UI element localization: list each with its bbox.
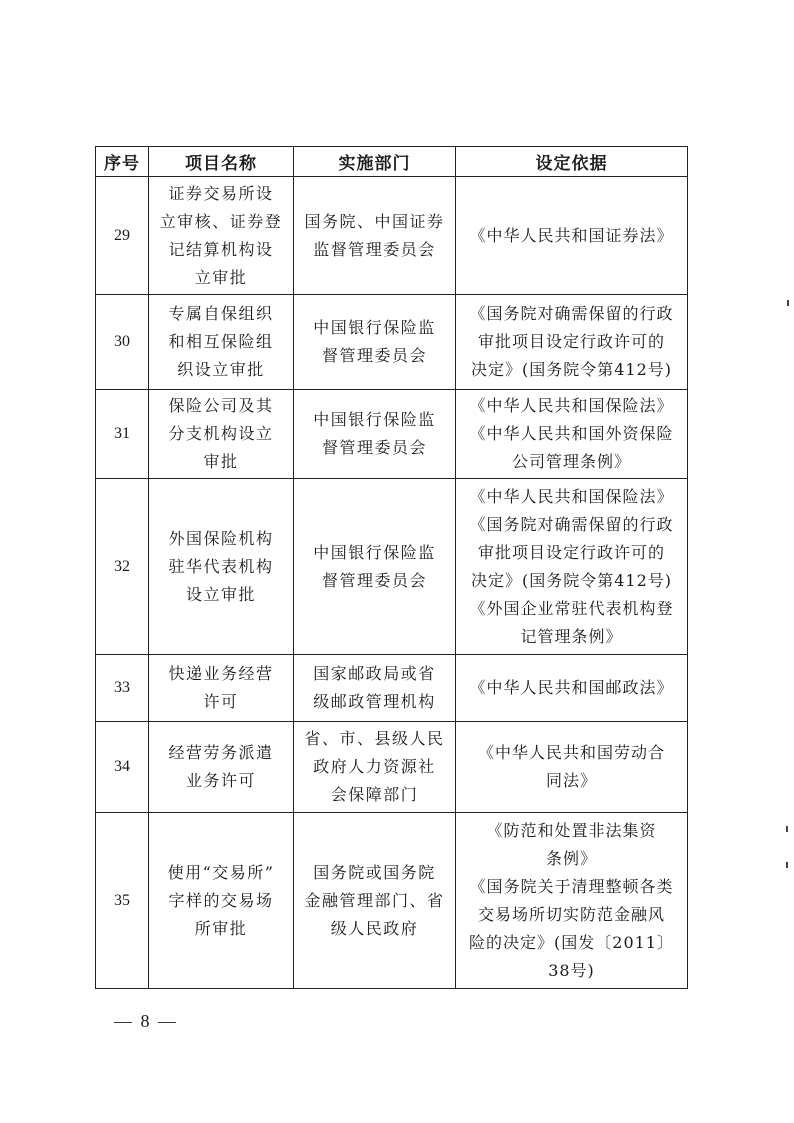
item-name-line: 分支机构设立 xyxy=(168,424,274,443)
legal-basis-line: 审批项目设定行政许可的 xyxy=(477,542,665,562)
item-name-line: 所审批 xyxy=(194,918,248,938)
item-name-cell xyxy=(149,655,294,722)
item-name-line: 立审核、证券登 xyxy=(159,211,283,231)
item-name-line: 使用“交易所” xyxy=(167,862,275,882)
legal-basis-line: 审批项目设定行政许可的 xyxy=(477,332,665,351)
page-number: — 8 — xyxy=(114,1011,178,1031)
legal-basis-line: 《防范和处置非法集资 xyxy=(486,820,657,840)
table-row xyxy=(96,813,688,989)
item-name-line: 记结算机构设 xyxy=(168,239,274,259)
legal-basis-cell xyxy=(456,177,688,295)
scan-mark xyxy=(786,862,788,868)
department-line: 省、市、县级人民 xyxy=(304,729,445,748)
department-line: 金融管理部门、省 xyxy=(304,890,445,910)
item-name-line: 驻华代表机构 xyxy=(168,556,274,576)
department-line: 中国银行保险监 xyxy=(313,410,436,429)
serial-number: 31 xyxy=(96,390,149,479)
department-cell xyxy=(294,479,456,655)
item-name-line: 许可 xyxy=(203,692,239,711)
department-cell xyxy=(294,655,456,722)
header-department: 实施部门 xyxy=(294,147,456,177)
legal-basis-line: 38号) xyxy=(548,960,595,980)
department-line: 监督管理委员会 xyxy=(313,239,436,259)
department-cell xyxy=(294,295,456,390)
header-legal-basis: 设定依据 xyxy=(456,147,688,177)
department-line: 督管理委员会 xyxy=(321,438,427,457)
serial-number: 30 xyxy=(96,295,149,390)
legal-basis-line: 《中华人民共和国邮政法》 xyxy=(469,678,674,697)
item-name-line: 证券交易所设 xyxy=(168,183,274,203)
legal-basis-line: 决定》(国务院令第412号) xyxy=(470,360,673,379)
approval-items-table xyxy=(95,146,688,989)
item-name-line: 织设立审批 xyxy=(177,360,265,379)
department-cell xyxy=(294,722,456,813)
table-row xyxy=(96,295,688,390)
serial-number: 34 xyxy=(96,722,149,813)
table-row xyxy=(96,479,688,655)
legal-basis-line: 条例》 xyxy=(545,848,597,868)
item-name-line: 外国保险机构 xyxy=(168,528,274,548)
legal-basis-cell xyxy=(456,655,688,722)
legal-basis-line: 《中华人民共和国保险法》 xyxy=(469,396,674,415)
table-header-row xyxy=(96,147,688,177)
legal-basis-line: 公司管理条例》 xyxy=(511,452,631,471)
legal-basis-line: 同法》 xyxy=(545,771,597,790)
legal-basis-cell xyxy=(456,390,688,479)
department-line: 级人民政府 xyxy=(330,918,419,938)
legal-basis-line: 《国务院关于清理整顿各类 xyxy=(469,876,674,896)
legal-basis-line: 《外国企业常驻代表机构登 xyxy=(469,598,674,618)
serial-number: 33 xyxy=(96,655,149,722)
item-name-line: 经营劳务派遣 xyxy=(168,743,274,762)
department-line: 会保障部门 xyxy=(330,785,419,804)
legal-basis-line: 险的决定》(国发〔2011〕 xyxy=(469,932,674,952)
legal-basis-line: 《国务院对确需保留的行政 xyxy=(469,514,674,534)
department-line: 级邮政管理机构 xyxy=(313,692,436,711)
department-line: 督管理委员会 xyxy=(321,570,427,590)
header-serial-number: 序号 xyxy=(96,147,149,177)
item-name-line: 快递业务经营 xyxy=(168,664,274,683)
legal-basis-line: 交易场所切实防范金融风 xyxy=(477,904,665,924)
legal-basis-cell xyxy=(456,722,688,813)
department-line: 国务院或国务院 xyxy=(313,862,436,882)
item-name-line: 专属自保组织 xyxy=(168,304,274,323)
serial-number: 32 xyxy=(96,479,149,655)
serial-number: 29 xyxy=(96,177,149,295)
legal-basis-cell xyxy=(456,295,688,390)
legal-basis-line: 《中华人民共和国外资保险 xyxy=(469,424,674,443)
header-item-name: 项目名称 xyxy=(149,147,294,177)
table-row xyxy=(96,177,688,295)
item-name-cell xyxy=(149,479,294,655)
legal-basis-line: 记管理条例》 xyxy=(520,626,623,646)
department-line: 中国银行保险监 xyxy=(313,318,436,337)
item-name-cell xyxy=(149,295,294,390)
item-name-line: 立审批 xyxy=(194,267,248,287)
scan-mark xyxy=(786,826,788,832)
legal-basis-line: 《中华人民共和国保险法》 xyxy=(469,486,674,506)
legal-basis-cell xyxy=(456,479,688,655)
table-row xyxy=(96,390,688,479)
department-cell xyxy=(294,390,456,479)
department-line: 政府人力资源社 xyxy=(313,757,436,776)
item-name-line: 设立审批 xyxy=(185,584,256,604)
item-name-line: 保险公司及其 xyxy=(168,396,274,415)
item-name-cell xyxy=(149,722,294,813)
department-line: 国务院、中国证券 xyxy=(304,211,445,231)
department-cell xyxy=(294,813,456,989)
serial-number: 35 xyxy=(96,813,149,989)
legal-basis-line: 《中华人民共和国证券法》 xyxy=(469,225,674,245)
table-row xyxy=(96,722,688,813)
item-name-cell xyxy=(149,177,294,295)
legal-basis-line: 决定》(国务院令第412号) xyxy=(470,570,673,590)
department-line: 督管理委员会 xyxy=(321,346,427,365)
item-name-cell xyxy=(149,390,294,479)
legal-basis-line: 《国务院对确需保留的行政 xyxy=(469,304,674,323)
department-cell xyxy=(294,177,456,295)
item-name-line: 字样的交易场 xyxy=(168,890,274,910)
department-line: 中国银行保险监 xyxy=(313,542,436,562)
item-name-line: 审批 xyxy=(203,452,239,471)
department-line: 国家邮政局或省 xyxy=(313,664,436,683)
legal-basis-cell xyxy=(456,813,688,989)
item-name-line: 业务许可 xyxy=(185,771,256,790)
table-row xyxy=(96,655,688,722)
item-name-line: 和相互保险组 xyxy=(168,332,274,351)
legal-basis-line: 《中华人民共和国劳动合 xyxy=(477,743,665,762)
item-name-cell xyxy=(149,813,294,989)
scan-mark xyxy=(787,300,789,306)
